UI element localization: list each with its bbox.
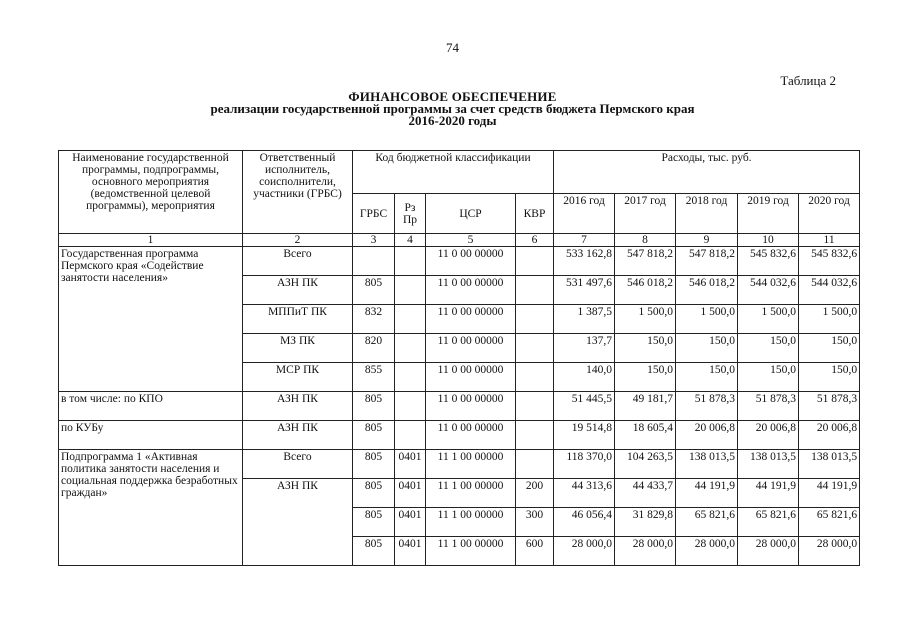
row-csr: 11 1 00 00000 (426, 508, 516, 537)
header-kvr: КВР (516, 194, 554, 234)
row-kvr (516, 392, 554, 421)
row-value-2018: 150,0 (676, 363, 738, 392)
row-rzpr (395, 392, 426, 421)
row-value-2017: 44 433,7 (615, 479, 676, 508)
row-value-2020: 1 500,0 (799, 305, 860, 334)
row-value-2016: 19 514,8 (554, 421, 615, 450)
heading-subtitle: реализации государственной программы за счет средств бюджета Пермского края (210, 101, 695, 116)
row-value-2016: 531 497,6 (554, 276, 615, 305)
row-grbs: 805 (353, 276, 395, 305)
row-executor: МППиТ ПК (243, 305, 353, 334)
row-grbs: 805 (353, 450, 395, 479)
financing-table (58, 150, 860, 566)
row-value-2020: 44 191,9 (799, 479, 860, 508)
header-expenses: Расходы, тыс. руб. (554, 151, 860, 194)
row-value-2018: 44 191,9 (676, 479, 738, 508)
page-number: 74 (446, 40, 459, 55)
table-row (59, 247, 860, 276)
row-value-2016: 137,7 (554, 334, 615, 363)
row-executor: АЗН ПК (243, 421, 353, 450)
row-value-2017: 150,0 (615, 334, 676, 363)
row-value-2018: 1 500,0 (676, 305, 738, 334)
row-value-2019: 65 821,6 (738, 508, 799, 537)
col-index: 2 (243, 234, 353, 247)
row-value-2020: 544 032,6 (799, 276, 860, 305)
row-value-2018: 28 000,0 (676, 537, 738, 566)
row-value-2020: 150,0 (799, 334, 860, 363)
row-value-2019: 138 013,5 (738, 450, 799, 479)
header-rzpr: Рз Пр (395, 194, 426, 234)
header-year-2016: 2016 год (554, 194, 615, 234)
row-value-2020: 138 013,5 (799, 450, 860, 479)
header-row-top (59, 151, 860, 194)
row-value-2020: 20 006,8 (799, 421, 860, 450)
row-value-2017: 547 818,2 (615, 247, 676, 276)
row-grbs: 805 (353, 479, 395, 508)
row-kvr (516, 276, 554, 305)
row-value-2018: 20 006,8 (676, 421, 738, 450)
row-value-2019: 150,0 (738, 363, 799, 392)
row-rzpr: 0401 (395, 508, 426, 537)
col-index: 6 (516, 234, 554, 247)
row-grbs: 805 (353, 392, 395, 421)
row-kvr (516, 305, 554, 334)
row-name: Государственная программа Пермского края «Содействие занятости населения» (59, 247, 243, 392)
col-index: 1 (59, 234, 243, 247)
row-value-2020: 51 878,3 (799, 392, 860, 421)
header-csr: ЦСР (426, 194, 516, 234)
row-value-2020: 65 821,6 (799, 508, 860, 537)
row-kvr (516, 363, 554, 392)
col-index: 5 (426, 234, 516, 247)
row-rzpr (395, 247, 426, 276)
row-value-2018: 150,0 (676, 334, 738, 363)
col-index: 8 (615, 234, 676, 247)
row-rzpr (395, 276, 426, 305)
row-kvr (516, 247, 554, 276)
row-rzpr (395, 363, 426, 392)
table-row (59, 392, 860, 421)
row-value-2019: 1 500,0 (738, 305, 799, 334)
row-value-2019: 150,0 (738, 334, 799, 363)
row-csr: 11 0 00 00000 (426, 334, 516, 363)
row-kvr: 600 (516, 537, 554, 566)
col-index: 4 (395, 234, 426, 247)
row-csr: 11 0 00 00000 (426, 392, 516, 421)
header-year-2019: 2019 год (738, 194, 799, 234)
row-value-2018: 546 018,2 (676, 276, 738, 305)
col-index: 7 (554, 234, 615, 247)
row-csr: 11 0 00 00000 (426, 421, 516, 450)
row-grbs: 820 (353, 334, 395, 363)
row-kvr (516, 421, 554, 450)
row-rzpr (395, 334, 426, 363)
heading-title: ФИНАНСОВОЕ ОБЕСПЕЧЕНИЕ (348, 89, 557, 104)
row-value-2016: 1 387,5 (554, 305, 615, 334)
row-executor: МСР ПК (243, 363, 353, 392)
row-kvr (516, 450, 554, 479)
row-value-2017: 18 605,4 (615, 421, 676, 450)
row-rzpr: 0401 (395, 450, 426, 479)
header-name: Наименование государственной программы, подпрограммы, основного мероприятия (ведомственной целевой программы), мероприятия (59, 151, 243, 234)
row-value-2017: 150,0 (615, 363, 676, 392)
row-value-2016: 140,0 (554, 363, 615, 392)
table-row (59, 450, 860, 479)
header-grbs: ГРБС (353, 194, 395, 234)
row-csr: 11 0 00 00000 (426, 276, 516, 305)
row-executor: АЗН ПК (243, 479, 353, 566)
row-value-2018: 138 013,5 (676, 450, 738, 479)
row-value-2019: 20 006,8 (738, 421, 799, 450)
row-value-2019: 545 832,6 (738, 247, 799, 276)
row-value-2016: 51 445,5 (554, 392, 615, 421)
row-value-2019: 44 191,9 (738, 479, 799, 508)
row-grbs: 805 (353, 508, 395, 537)
row-value-2017: 546 018,2 (615, 276, 676, 305)
row-rzpr (395, 305, 426, 334)
row-value-2019: 51 878,3 (738, 392, 799, 421)
row-csr: 11 0 00 00000 (426, 305, 516, 334)
col-index: 3 (353, 234, 395, 247)
row-value-2017: 104 263,5 (615, 450, 676, 479)
row-csr: 11 1 00 00000 (426, 479, 516, 508)
row-executor: МЗ ПК (243, 334, 353, 363)
row-csr: 11 0 00 00000 (426, 363, 516, 392)
row-csr: 11 1 00 00000 (426, 450, 516, 479)
heading-period: 2016-2020 годы (408, 113, 497, 128)
row-value-2016: 118 370,0 (554, 450, 615, 479)
row-value-2016: 533 162,8 (554, 247, 615, 276)
table-label: Таблица 2 (780, 73, 836, 88)
row-grbs (353, 247, 395, 276)
col-index: 11 (799, 234, 860, 247)
document-heading (0, 91, 905, 127)
row-value-2018: 547 818,2 (676, 247, 738, 276)
row-value-2018: 51 878,3 (676, 392, 738, 421)
header-executor: Ответственный исполнитель, соисполнители, участники (ГРБС) (243, 151, 353, 234)
row-name: по КУБу (59, 421, 243, 450)
row-value-2017: 28 000,0 (615, 537, 676, 566)
row-value-2016: 46 056,4 (554, 508, 615, 537)
row-value-2019: 28 000,0 (738, 537, 799, 566)
row-kvr: 300 (516, 508, 554, 537)
row-executor: АЗН ПК (243, 276, 353, 305)
row-value-2020: 28 000,0 (799, 537, 860, 566)
row-csr: 11 1 00 00000 (426, 537, 516, 566)
col-index: 10 (738, 234, 799, 247)
row-grbs: 805 (353, 537, 395, 566)
row-value-2020: 150,0 (799, 363, 860, 392)
column-index-row (59, 234, 860, 247)
row-rzpr (395, 421, 426, 450)
row-value-2017: 49 181,7 (615, 392, 676, 421)
header-year-2017: 2017 год (615, 194, 676, 234)
row-value-2018: 65 821,6 (676, 508, 738, 537)
row-value-2020: 545 832,6 (799, 247, 860, 276)
header-year-2020: 2020 год (799, 194, 860, 234)
col-index: 9 (676, 234, 738, 247)
row-grbs: 855 (353, 363, 395, 392)
table-row (59, 421, 860, 450)
row-grbs: 832 (353, 305, 395, 334)
row-rzpr: 0401 (395, 479, 426, 508)
row-value-2016: 44 313,6 (554, 479, 615, 508)
row-kvr (516, 334, 554, 363)
row-name: в том числе: по КПО (59, 392, 243, 421)
row-kvr: 200 (516, 479, 554, 508)
header-year-2018: 2018 год (676, 194, 738, 234)
row-grbs: 805 (353, 421, 395, 450)
row-executor: АЗН ПК (243, 392, 353, 421)
row-value-2017: 1 500,0 (615, 305, 676, 334)
row-executor: Всего (243, 450, 353, 479)
row-value-2017: 31 829,8 (615, 508, 676, 537)
row-csr: 11 0 00 00000 (426, 247, 516, 276)
header-classification: Код бюджетной классификации (353, 151, 554, 194)
row-executor: Всего (243, 247, 353, 276)
row-name: Подпрограмма 1 «Активная политика занятости населения и социальная поддержка безработных граждан» (59, 450, 243, 566)
row-value-2019: 544 032,6 (738, 276, 799, 305)
row-rzpr: 0401 (395, 537, 426, 566)
row-value-2016: 28 000,0 (554, 537, 615, 566)
